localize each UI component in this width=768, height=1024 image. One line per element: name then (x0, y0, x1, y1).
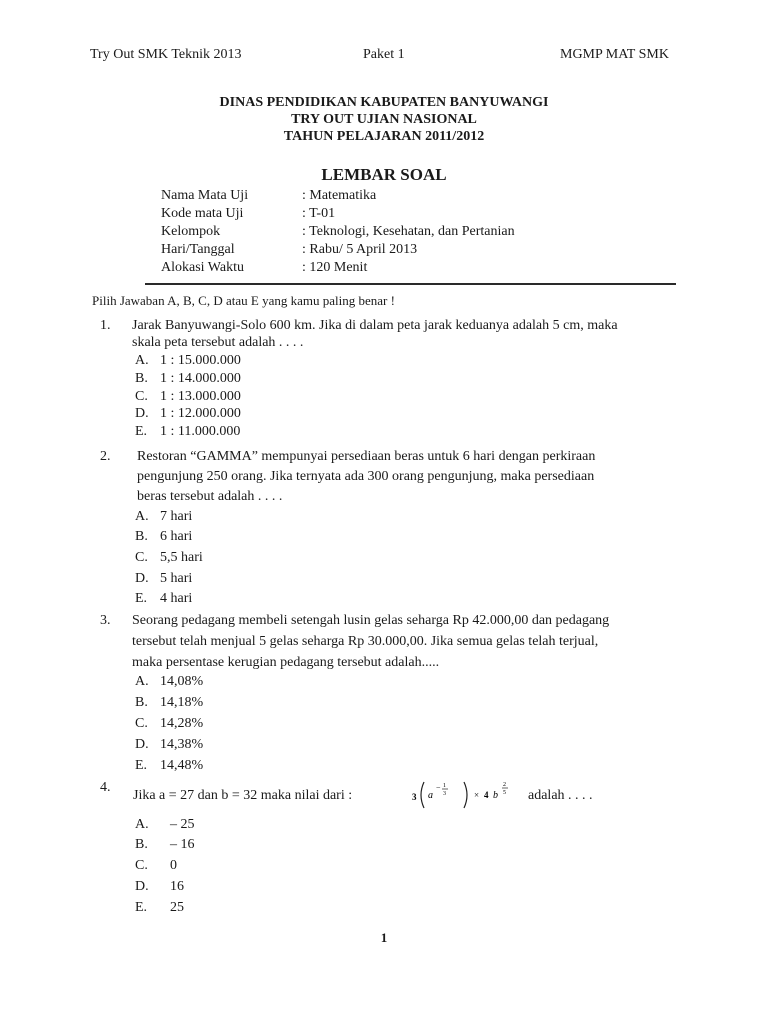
meta-value: : 120 Menit (302, 260, 368, 275)
formula-coefficient-2: 4 (484, 790, 489, 800)
question-number: 2. (100, 449, 111, 464)
option-b[interactable] (135, 529, 192, 545)
formula-exp-b-num: 2 (503, 782, 506, 788)
option-a[interactable] (135, 353, 241, 369)
meta-label: Hari/Tanggal (161, 242, 235, 257)
option-c[interactable] (135, 550, 203, 566)
option-letter: A. (135, 509, 149, 524)
question-line: skala peta tersebut adalah . . . . (132, 335, 304, 350)
meta-label: Kode mata Uji (161, 206, 244, 221)
divider-rule (145, 283, 676, 285)
formula-times: × (474, 790, 480, 800)
meta-value: : T-01 (302, 206, 336, 221)
option-b[interactable] (135, 695, 203, 711)
option-text: 14,38% (160, 737, 204, 752)
question-line: beras tersebut adalah . . . . (137, 489, 283, 504)
exam-meta-table (161, 187, 515, 277)
option-text: 1 : 13.000.000 (160, 389, 241, 404)
option-letter: D. (135, 406, 149, 421)
option-letter: B. (135, 371, 148, 386)
option-e[interactable] (135, 900, 184, 916)
meta-row-date (161, 241, 515, 259)
option-text: 0 (170, 858, 177, 873)
option-e[interactable] (135, 424, 240, 440)
question-line: tersebut telah menjual 5 gelas seharga Rp 30.000,00. Jika semua gelas telah terjual, (132, 634, 599, 649)
option-text: 25 (170, 900, 184, 915)
meta-label: Kelompok (161, 224, 221, 239)
option-c[interactable] (135, 858, 177, 874)
header-left: Try Out SMK Teknik 2013 (90, 47, 242, 62)
formula-exp-den: 3 (443, 791, 446, 797)
question-line: pengunjung 250 orang. Jika ternyata ada 300 orang pengunjung, maka persediaan (137, 469, 595, 484)
option-a[interactable] (135, 674, 203, 690)
institution-line-2: TRY OUT UJIAN NASIONAL (291, 112, 477, 127)
question-text (132, 613, 672, 676)
option-d[interactable] (135, 406, 241, 422)
question-suffix: adalah . . . . (528, 788, 593, 803)
formula-variable-b: b (493, 790, 498, 801)
sheet-title: LEMBAR SOAL (321, 165, 447, 184)
meta-row-code (161, 205, 515, 223)
option-d[interactable] (135, 879, 184, 895)
question-line: Jika a = 27 dan b = 32 maka nilai dari : (133, 788, 353, 803)
option-text: 14,28% (160, 716, 204, 731)
option-text: 1 : 14.000.000 (160, 371, 241, 386)
option-text: 1 : 12.000.000 (160, 406, 241, 421)
header-center: Paket 1 (363, 47, 405, 62)
option-text: 1 : 11.000.000 (160, 424, 241, 439)
option-d[interactable] (135, 571, 192, 587)
formula-exp-num: 1 (443, 783, 446, 789)
formula-exp-b-den: 5 (503, 790, 506, 796)
option-letter: A. (135, 353, 149, 368)
option-letter: C. (135, 716, 148, 731)
option-a[interactable] (135, 509, 192, 525)
formula-left-paren (421, 782, 424, 808)
option-text: 5,5 hari (160, 550, 203, 565)
option-letter: C. (135, 389, 148, 404)
option-c[interactable] (135, 389, 241, 405)
option-letter: A. (135, 817, 149, 832)
option-text: – 16 (170, 837, 195, 852)
option-c[interactable] (135, 716, 203, 732)
meta-label: Nama Mata Uji (161, 188, 249, 203)
question-number: 4. (100, 780, 111, 795)
option-d[interactable] (135, 737, 203, 753)
meta-label: Alokasi Waktu (161, 260, 244, 275)
option-letter: D. (135, 879, 149, 894)
page-number: 1 (380, 930, 388, 945)
option-letter: E. (135, 591, 148, 606)
instruction-text: Pilih Jawaban A, B, C, D atau E yang kamu paling benar ! (92, 293, 395, 308)
question-number: 1. (100, 318, 111, 333)
option-letter: C. (135, 858, 148, 873)
question-text (137, 449, 677, 509)
question-line: Seorang pedagang membeli setengah lusin gelas seharga Rp 42.000,00 dan pedagang (132, 613, 610, 628)
question-number: 3. (100, 613, 111, 628)
meta-value: : Teknologi, Kesehatan, dan Pertanian (302, 224, 515, 239)
meta-row-duration (161, 259, 515, 277)
option-text: 14,08% (160, 674, 204, 689)
formula-variable-a: a (428, 790, 433, 801)
option-letter: E. (135, 900, 148, 915)
option-text: 5 hari (160, 571, 193, 586)
meta-value: : Matematika (302, 188, 377, 203)
option-text: 1 : 15.000.000 (160, 353, 241, 368)
formula-exponent-a: − (436, 783, 441, 792)
meta-row-subject (161, 187, 515, 205)
question-line: maka persentase kerugian pedagang tersebut adalah..... (132, 655, 440, 670)
question-line: Restoran “GAMMA” mempunyai persediaan beras untuk 6 hari dengan perkiraan (137, 449, 596, 464)
option-letter: C. (135, 550, 148, 565)
question-text (132, 318, 672, 352)
option-letter: B. (135, 837, 148, 852)
option-a[interactable] (135, 817, 195, 833)
option-text: 16 (170, 879, 184, 894)
option-letter: E. (135, 424, 148, 439)
institution-line-3: TAHUN PELAJARAN 2011/2012 (283, 129, 485, 144)
option-letter: A. (135, 674, 149, 689)
formula-image (412, 778, 522, 812)
header-right: MGMP MAT SMK (560, 47, 669, 62)
institution-line-1: DINAS PENDIDIKAN KABUPATEN BANYUWANGI (219, 95, 549, 110)
option-letter: D. (135, 737, 149, 752)
option-text: 7 hari (160, 509, 193, 524)
option-e[interactable] (135, 758, 203, 774)
option-b[interactable] (135, 371, 241, 387)
question-line: Jarak Banyuwangi-Solo 600 km. Jika di dalam peta jarak keduanya adalah 5 cm, maka (132, 318, 618, 333)
option-text: 14,48% (160, 758, 204, 773)
option-letter: E. (135, 758, 148, 773)
option-text: – 25 (170, 817, 195, 832)
option-letter: B. (135, 529, 148, 544)
option-text: 4 hari (160, 591, 193, 606)
formula-right-paren (464, 782, 467, 808)
meta-row-group (161, 223, 515, 241)
formula-coefficient: 3 (412, 792, 417, 802)
option-b[interactable] (135, 837, 195, 853)
option-text: 6 hari (160, 529, 193, 544)
option-text: 14,18% (160, 695, 204, 710)
meta-value: : Rabu/ 5 April 2013 (302, 242, 418, 257)
option-e[interactable] (135, 591, 192, 607)
option-letter: B. (135, 695, 148, 710)
option-letter: D. (135, 571, 149, 586)
